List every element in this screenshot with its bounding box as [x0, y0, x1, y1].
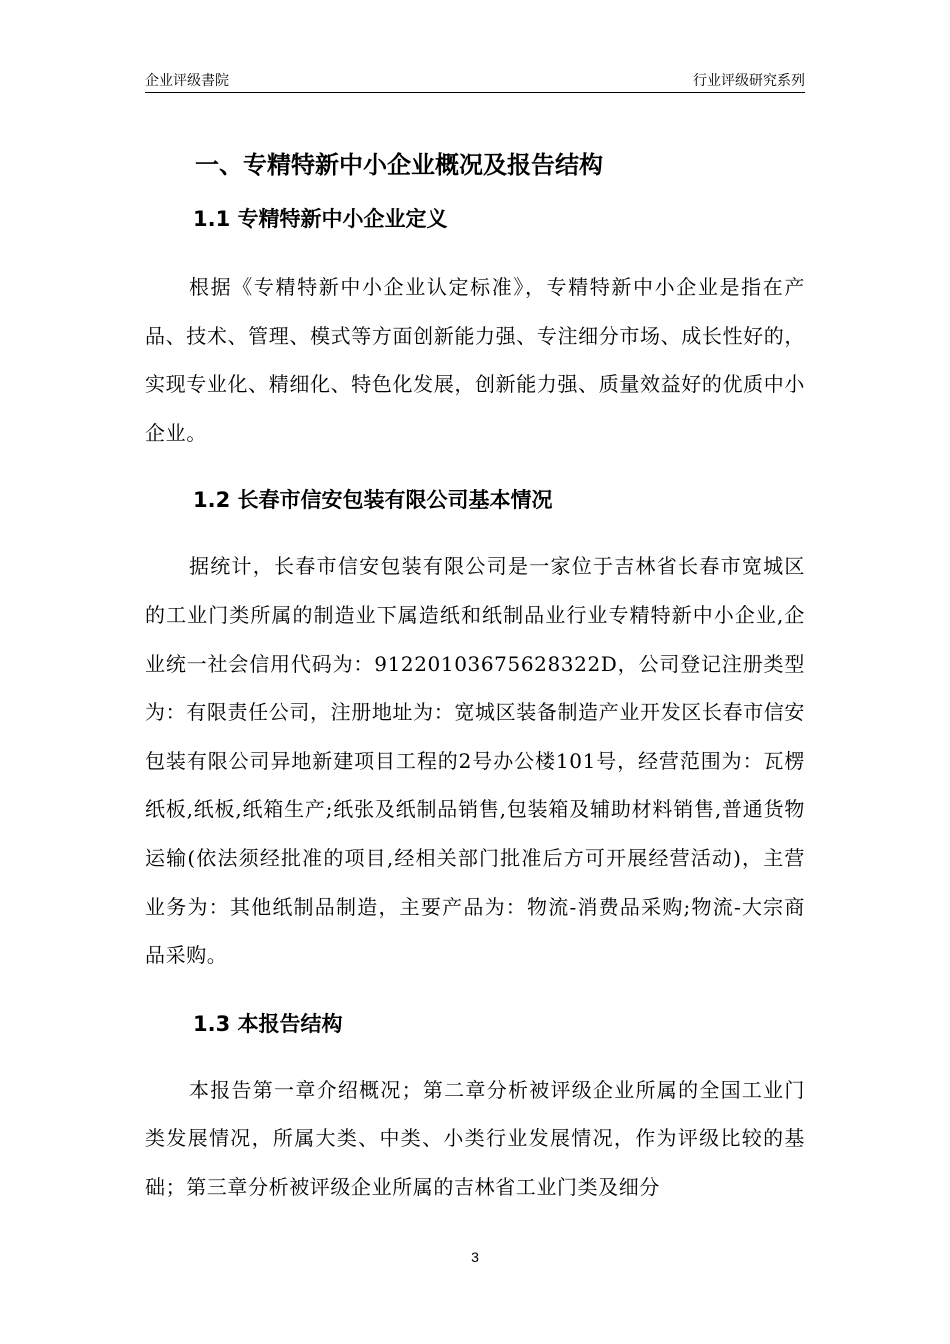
header-right-text: 行业评级研究系列	[693, 73, 805, 89]
section-paragraph-1-1: 根据《专精特新中小企业认定标准》，专精特新中小企业是指在产品、技术、管理、模式等方面创新能力强、专注细分市场、成长性好的，实现专业化、精细化、特色化发展，创新能力强、质量效益好的优质中小企业。	[145, 275, 805, 445]
page-content	[145, 140, 805, 1212]
section-title-1-3: 1.3 本报告结构	[193, 1011, 343, 1036]
page-header	[145, 66, 805, 93]
header-left-text: 企业评级書院	[145, 73, 229, 89]
chapter-title: 一、专精特新中小企业概况及报告结构	[195, 151, 603, 179]
section-title-1-2: 1.2 长春市信安包装有限公司基本情况	[193, 488, 553, 513]
section-paragraph-1-2: 据统计，长春市信安包装有限公司是一家位于吉林省长春市宽城区的工业门类所属的制造业下属造纸和纸制品业行业专精特新中小企业,企业统一社会信用代码为：91220103675628322D，公司登记注册类型为：有限责任公司，注册地址为：宽城区装备制造产业开发区长春市信安包装有限公司异地新建项目工程的2号办公楼101号，经营范围为：瓦楞纸板,纸板,纸箱生产;纸张及纸制品销售,包装箱及辅助材料销售,普通货物运输(依法须经批准的项目,经相关部门批准后方可开展经营活动)，主营业务为：其他纸制品制造，主要产品为：物流-消费品采购;物流-大宗商品采购。	[145, 554, 805, 968]
section-paragraph-1-3: 本报告第一章介绍概况；第二章分析被评级企业所属的全国工业门类发展情况，所属大类、中类、小类行业发展情况，作为评级比较的基础；第三章分析被评级企业所属的吉林省工业门类及细分	[145, 1077, 805, 1199]
page-number: 3	[471, 1249, 479, 1265]
section-title-1-1: 1.1 专精特新中小企业定义	[193, 207, 448, 231]
